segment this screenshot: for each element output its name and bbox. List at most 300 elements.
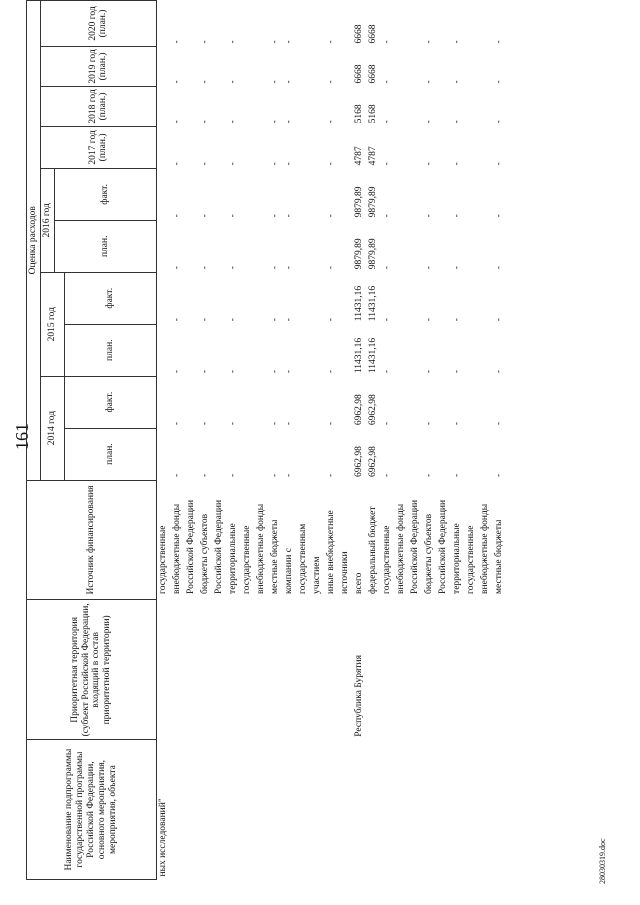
program-name-cell: ных исследований" <box>157 798 168 877</box>
program-name-cell <box>437 740 451 880</box>
value-cell <box>297 272 311 324</box>
value-cell <box>241 86 255 126</box>
value-cell <box>311 272 325 324</box>
source-cell: внебюджетные фонды <box>255 503 266 594</box>
territory-cell <box>395 600 409 740</box>
value-cell: 4787 <box>353 146 364 166</box>
value-cell <box>241 46 255 86</box>
value-cell <box>297 168 311 220</box>
header-2020: 2020 год (план.) <box>41 1 157 47</box>
program-name-cell <box>171 740 185 880</box>
value-cell <box>395 220 409 272</box>
territory-cell <box>227 600 241 740</box>
value-cell: - <box>269 266 280 270</box>
value-cell <box>395 126 409 168</box>
value-cell <box>156 86 171 126</box>
header-2017: 2017 год (план.) <box>41 126 157 168</box>
territory-cell <box>213 600 227 740</box>
source-cell: федеральный бюджет <box>367 506 378 594</box>
value-cell <box>213 1 227 47</box>
value-cell: - <box>381 369 392 374</box>
value-cell <box>297 324 311 376</box>
value-cell: - <box>269 162 280 166</box>
value-cell <box>437 168 451 220</box>
value-cell <box>409 220 423 272</box>
value-cell <box>255 428 269 480</box>
value-cell: - <box>171 318 182 322</box>
value-cell: - <box>269 318 280 322</box>
value-cell: - <box>269 473 280 478</box>
value-cell <box>255 46 269 86</box>
value-cell <box>156 46 171 86</box>
value-cell: - <box>493 369 504 374</box>
value-cell: 6962,98 <box>353 446 364 478</box>
value-cell <box>255 220 269 272</box>
territory-cell <box>297 600 311 740</box>
value-cell <box>339 168 353 220</box>
header-estimate: Оценка расходов <box>27 1 41 481</box>
source-cell: внебюджетные фонды <box>171 503 182 594</box>
value-cell: - <box>381 162 392 166</box>
value-cell: - <box>451 318 462 322</box>
value-cell <box>395 272 409 324</box>
value-cell <box>297 86 311 126</box>
program-name-cell <box>213 740 227 880</box>
value-cell: - <box>451 369 462 374</box>
value-cell <box>241 220 255 272</box>
value-cell: - <box>227 473 238 478</box>
territory-cell <box>423 600 437 740</box>
source-cell: всего <box>353 572 364 594</box>
header-2016-plan: план. <box>54 220 156 272</box>
value-cell <box>339 220 353 272</box>
value-cell <box>465 126 479 168</box>
value-cell <box>297 428 311 480</box>
territory-cell <box>241 600 255 740</box>
value-cell <box>409 272 423 324</box>
value-cell: - <box>199 40 210 44</box>
value-cell <box>437 1 451 47</box>
value-cell: - <box>423 214 434 218</box>
value-cell: - <box>381 120 392 124</box>
header-2014-fact: факт. <box>64 376 156 428</box>
source-cell: компании с <box>283 548 294 594</box>
value-cell <box>409 46 423 86</box>
value-cell: - <box>199 214 210 218</box>
value-cell <box>255 376 269 428</box>
value-cell: - <box>381 473 392 478</box>
value-cell: - <box>199 421 210 426</box>
program-name-cell <box>227 740 241 880</box>
value-cell: - <box>283 40 294 44</box>
value-cell <box>311 220 325 272</box>
value-cell <box>297 1 311 47</box>
value-cell <box>241 1 255 47</box>
program-name-cell <box>311 740 325 880</box>
value-cell <box>437 428 451 480</box>
value-cell: - <box>283 318 294 322</box>
value-cell: - <box>269 40 280 44</box>
table-row <box>409 1 423 880</box>
value-cell <box>311 86 325 126</box>
territory-cell <box>339 600 353 740</box>
value-cell: - <box>325 40 336 44</box>
value-cell <box>437 86 451 126</box>
source-cell: государственные <box>381 525 392 594</box>
source-cell: Российской Федерации <box>437 499 448 594</box>
value-cell <box>297 126 311 168</box>
program-name-cell <box>367 740 381 880</box>
value-cell <box>395 168 409 220</box>
value-cell: - <box>381 80 392 84</box>
value-cell <box>156 220 171 272</box>
value-cell <box>297 220 311 272</box>
table-row <box>423 1 437 880</box>
value-cell: - <box>171 421 182 426</box>
territory-cell <box>199 600 213 740</box>
value-cell <box>437 376 451 428</box>
territory-cell <box>269 600 283 740</box>
program-name-cell <box>465 740 479 880</box>
value-cell: - <box>493 421 504 426</box>
source-cell: иные внебюджетные <box>325 510 336 594</box>
value-cell: - <box>451 266 462 270</box>
program-name-cell <box>423 740 437 880</box>
value-cell <box>156 376 171 428</box>
table-row <box>269 1 283 880</box>
header-year-2015: 2015 год <box>41 272 65 376</box>
value-cell: 6668 <box>353 64 364 84</box>
value-cell: - <box>493 80 504 84</box>
value-cell: - <box>423 318 434 322</box>
value-cell: - <box>283 421 294 426</box>
value-cell <box>437 46 451 86</box>
source-cell: бюджеты субъектов <box>423 513 434 594</box>
territory-cell: Республика Бурятия <box>353 655 364 737</box>
territory-cell <box>409 600 423 740</box>
value-cell: - <box>423 40 434 44</box>
value-cell: - <box>171 266 182 270</box>
value-cell: - <box>381 318 392 322</box>
value-cell: - <box>283 473 294 478</box>
value-cell <box>409 376 423 428</box>
value-cell: 6668 <box>367 64 378 84</box>
value-cell <box>465 168 479 220</box>
source-cell: территориальные <box>451 523 462 594</box>
value-cell: - <box>381 421 392 426</box>
value-cell <box>479 168 493 220</box>
value-cell <box>395 46 409 86</box>
value-cell: - <box>283 214 294 218</box>
value-cell: 9879,89 <box>353 186 364 218</box>
value-cell <box>156 126 171 168</box>
value-cell: - <box>269 369 280 374</box>
value-cell <box>465 324 479 376</box>
value-cell: - <box>199 162 210 166</box>
value-cell: - <box>227 266 238 270</box>
value-cell: - <box>381 40 392 44</box>
value-cell: - <box>199 120 210 124</box>
source-cell: внебюджетные фонды <box>395 503 406 594</box>
value-cell <box>437 126 451 168</box>
value-cell: - <box>325 120 336 124</box>
program-name-cell <box>283 740 297 880</box>
value-cell: 9879,89 <box>353 238 364 270</box>
value-cell: - <box>227 120 238 124</box>
source-cell: участием <box>311 556 322 594</box>
value-cell: 6962,98 <box>367 394 378 426</box>
value-cell: - <box>451 40 462 44</box>
value-cell <box>465 1 479 47</box>
source-cell: Российской Федерации <box>409 499 420 594</box>
value-cell <box>311 1 325 47</box>
value-cell <box>339 272 353 324</box>
table-row <box>479 1 493 880</box>
table-row <box>493 1 507 880</box>
value-cell <box>465 220 479 272</box>
source-cell: источники <box>339 551 350 594</box>
value-cell <box>297 46 311 86</box>
value-cell: - <box>199 80 210 84</box>
value-cell <box>395 428 409 480</box>
value-cell: 11431,16 <box>367 337 378 374</box>
table-row <box>283 1 297 880</box>
value-cell: - <box>199 318 210 322</box>
value-cell <box>185 324 199 376</box>
program-name-cell <box>269 740 283 880</box>
program-name-cell <box>297 740 311 880</box>
table-row <box>171 1 185 880</box>
source-cell: государственным <box>297 523 308 594</box>
value-cell: 5168 <box>353 104 364 124</box>
value-cell <box>156 272 171 324</box>
header-2015-plan: план. <box>64 324 156 376</box>
value-cell <box>156 168 171 220</box>
source-cell: внебюджетные фонды <box>479 503 490 594</box>
value-cell: - <box>381 214 392 218</box>
value-cell <box>339 324 353 376</box>
value-cell: - <box>227 318 238 322</box>
value-cell <box>437 272 451 324</box>
value-cell <box>395 376 409 428</box>
source-cell: бюджеты субъектов <box>199 513 210 594</box>
value-cell: - <box>269 120 280 124</box>
table-row <box>227 1 241 880</box>
value-cell <box>479 428 493 480</box>
value-cell: - <box>269 214 280 218</box>
value-cell <box>185 220 199 272</box>
value-cell: - <box>325 369 336 374</box>
table-row <box>339 1 353 880</box>
value-cell <box>241 324 255 376</box>
value-cell: - <box>423 266 434 270</box>
value-cell <box>339 376 353 428</box>
value-cell: - <box>423 120 434 124</box>
table-row <box>185 1 199 880</box>
value-cell: - <box>227 369 238 374</box>
program-name-cell <box>409 740 423 880</box>
value-cell <box>255 1 269 47</box>
page-number: 161 <box>12 423 32 450</box>
value-cell: - <box>171 214 182 218</box>
header-2014-plan: план. <box>64 428 156 480</box>
value-cell <box>255 272 269 324</box>
value-cell: 11431,16 <box>353 337 364 374</box>
program-name-cell <box>353 740 367 880</box>
value-cell: - <box>451 162 462 166</box>
program-name-cell <box>451 740 465 880</box>
value-cell: - <box>227 80 238 84</box>
value-cell <box>339 126 353 168</box>
value-cell: - <box>269 80 280 84</box>
value-cell: - <box>423 369 434 374</box>
value-cell: - <box>493 266 504 270</box>
value-cell: - <box>423 473 434 478</box>
value-cell: - <box>325 266 336 270</box>
value-cell: - <box>199 473 210 478</box>
table-row <box>311 1 325 880</box>
source-cell: местные бюджеты <box>269 519 280 594</box>
territory-cell <box>451 600 465 740</box>
territory-cell <box>437 600 451 740</box>
header-year-2016: 2016 год <box>41 168 55 272</box>
value-cell <box>156 324 171 376</box>
source-cell: местные бюджеты <box>493 519 504 594</box>
territory-cell <box>311 600 325 740</box>
value-cell: - <box>283 162 294 166</box>
value-cell: - <box>381 266 392 270</box>
value-cell <box>409 86 423 126</box>
value-cell: - <box>283 369 294 374</box>
value-cell <box>185 168 199 220</box>
value-cell <box>185 126 199 168</box>
territory-cell <box>156 600 171 740</box>
value-cell: - <box>493 318 504 322</box>
value-cell: 4787 <box>367 146 378 166</box>
value-cell <box>479 86 493 126</box>
value-cell: - <box>423 162 434 166</box>
value-cell <box>213 376 227 428</box>
program-name-cell <box>199 740 213 880</box>
value-cell: - <box>171 369 182 374</box>
value-cell: - <box>325 421 336 426</box>
value-cell <box>479 220 493 272</box>
value-cell <box>409 428 423 480</box>
value-cell <box>339 46 353 86</box>
source-cell: Российской Федерации <box>213 499 224 594</box>
program-name-cell <box>395 740 409 880</box>
document-filename: 28030319.doc <box>598 838 607 884</box>
table-row <box>199 1 213 880</box>
value-cell: 11431,16 <box>367 285 378 322</box>
value-cell: - <box>283 80 294 84</box>
source-cell: Российской Федерации <box>185 499 196 594</box>
value-cell <box>339 1 353 47</box>
value-cell <box>465 376 479 428</box>
value-cell: - <box>423 421 434 426</box>
source-cell: государственные <box>157 525 168 594</box>
territory-cell <box>367 600 381 740</box>
value-cell: - <box>269 421 280 426</box>
table-row <box>325 1 339 880</box>
value-cell <box>185 272 199 324</box>
table-row <box>241 1 255 880</box>
value-cell <box>185 1 199 47</box>
value-cell <box>479 46 493 86</box>
territory-cell <box>171 600 185 740</box>
table-row <box>451 1 465 880</box>
value-cell <box>311 376 325 428</box>
value-cell <box>255 126 269 168</box>
value-cell <box>213 220 227 272</box>
value-cell <box>479 272 493 324</box>
value-cell <box>213 126 227 168</box>
territory-cell <box>381 600 395 740</box>
header-territory: Приоритетная территория (субъект Российской Федерации, входящий в состав приоритетной территории) <box>27 600 157 740</box>
source-cell: государственные <box>465 525 476 594</box>
value-cell <box>479 324 493 376</box>
table-body <box>156 1 507 880</box>
value-cell <box>255 324 269 376</box>
value-cell: - <box>325 214 336 218</box>
value-cell: 9879,89 <box>367 238 378 270</box>
value-cell <box>409 168 423 220</box>
value-cell <box>156 428 171 480</box>
program-name-cell <box>493 740 507 880</box>
source-cell: территориальные <box>227 523 238 594</box>
value-cell <box>409 1 423 47</box>
value-cell <box>311 324 325 376</box>
value-cell: - <box>493 473 504 478</box>
value-cell <box>311 428 325 480</box>
value-cell <box>465 86 479 126</box>
value-cell <box>185 428 199 480</box>
territory-cell <box>283 600 297 740</box>
value-cell <box>241 272 255 324</box>
table-row <box>156 1 171 880</box>
value-cell: - <box>325 162 336 166</box>
value-cell: - <box>325 473 336 478</box>
table-row <box>213 1 227 880</box>
territory-cell <box>479 600 493 740</box>
table-row <box>353 1 367 880</box>
value-cell: - <box>227 214 238 218</box>
value-cell: - <box>493 162 504 166</box>
value-cell <box>465 272 479 324</box>
value-cell <box>395 324 409 376</box>
value-cell: - <box>451 473 462 478</box>
value-cell <box>255 168 269 220</box>
value-cell: 6962,98 <box>353 394 364 426</box>
value-cell <box>241 376 255 428</box>
value-cell <box>156 1 171 47</box>
value-cell <box>213 46 227 86</box>
table-row <box>381 1 395 880</box>
territory-cell <box>185 600 199 740</box>
value-cell <box>437 220 451 272</box>
value-cell: - <box>451 80 462 84</box>
value-cell <box>479 126 493 168</box>
value-cell: - <box>199 369 210 374</box>
value-cell <box>185 86 199 126</box>
value-cell <box>297 376 311 428</box>
value-cell <box>339 86 353 126</box>
value-cell: - <box>493 40 504 44</box>
value-cell <box>311 126 325 168</box>
header-program-name: Наименование подпрограммы государственной программы Российской Федерации, основного мероприятия, мероприятия, объекта <box>27 740 157 880</box>
territory-cell <box>325 600 339 740</box>
value-cell: - <box>423 80 434 84</box>
